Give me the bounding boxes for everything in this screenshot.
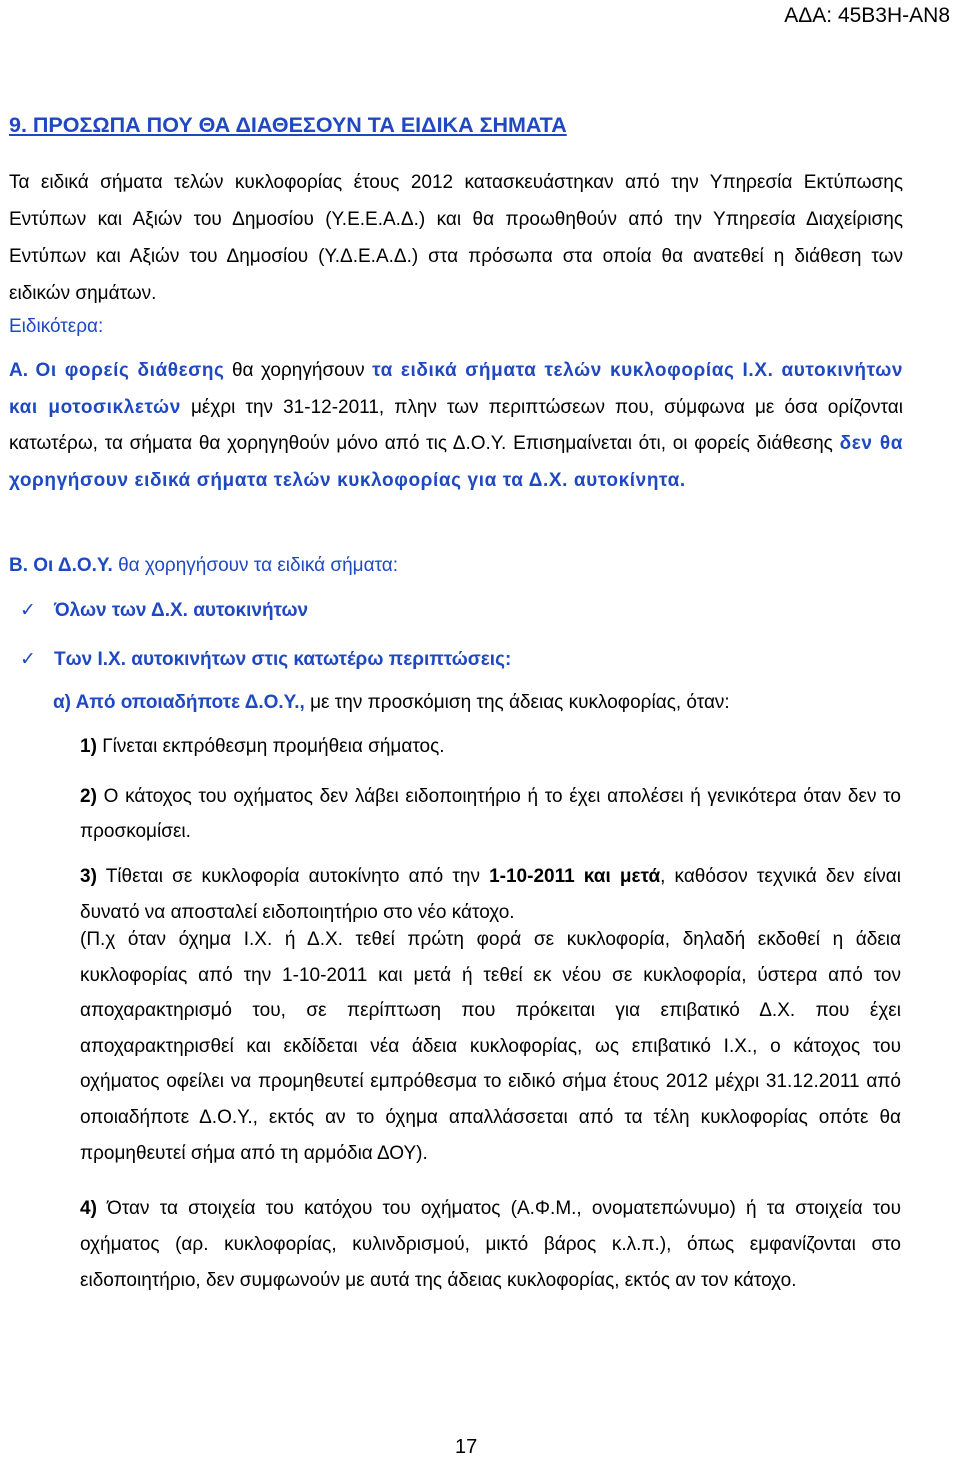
part-a-bold-3: δεν θα χορηγήσουν ειδικά σήματα τελών κυκλοφορίας για τα Δ.Χ. αυτοκίνητα. [9, 433, 904, 491]
intro-paragraph: Τα ειδικά σήματα τελών κυκλοφορίας έτους 2012 κατασκευάστηκαν από την Υπηρεσία Εκτύπωσης Εντύπων και Αξιών του Δημοσίου (Υ.Ε.Ε.Α.Δ.) και θα προωθηθούν από την Υπηρεσία Διαχείρισης Εντύπων και Αξιών του Δημοσίου (Υ.Δ.Ε.Α.Δ.) στα πρόσωπα στα οποία θα ανατεθεί η διάθεση των ειδικών σημάτων. [9, 172, 903, 304]
item-number: 2) [80, 786, 97, 807]
checklist-item [20, 648, 511, 671]
item-text-continued: , καθόσον τεχνικά δεν είναι δυνατό να αποσταλεί ειδοποιητήριο στο νέο κάτοχο. [80, 866, 901, 923]
part-b-line [9, 555, 398, 577]
list-item-2 [80, 779, 901, 849]
part-b-text: θα χορηγήσουν τα ειδικά σήματα: [118, 555, 399, 576]
case-a-line [53, 692, 730, 714]
list-item-3-example: (Π.χ όταν όχημα Ι.Χ. ή Δ.Χ. τεθεί πρώτη φορά σε κυκλοφορία, δηλαδή εκδοθεί η άδεια κυκλοφορίας από την 1-10-2011 και μετά ή τεθεί εκ νέου σε κυκλοφορία, ύστερα από τον αποχαρακτηρισμό του, σε περίπτωση που πρόκειται για επιβατικό Δ.Χ. που έχει αποχαρακτηρισθεί και εκδίδεται νέα άδεια κυκλοφορίας, ως επιβατικό Ι.Χ., ο κάτοχος του οχήματος οφείλει να προμηθευτεί εμπρόθεσμα το ειδικό σήμα έτους 2012 μέχρι 31.12.2011 από οποιαδήποτε Δ.Ο.Υ., εκτός αν το όχημα απαλλάσσεται από τα τέλη κυκλοφορίας οπότε θα προμηθευτεί σήμα από τη αρμόδια ΔΟΥ). [80, 929, 901, 1164]
checklist-item-text: Των Ι.Χ. αυτοκινήτων στις κατωτέρω περιπτώσεις: [54, 649, 512, 670]
part-a-text-3: Επισημαίνεται ότι, οι φορείς διάθεσης [513, 433, 833, 454]
checkmark-icon: ✓ [20, 600, 36, 621]
part-a-text-1: θα χορηγήσουν [231, 360, 365, 381]
specifically-label: Ειδικότερα: [9, 316, 104, 337]
checklist-item-text: Όλων των Δ.Χ. αυτοκινήτων [54, 600, 309, 621]
item-text: Γίνεται εκπρόθεσμη προμήθεια σήματος. [102, 736, 445, 757]
item-number: 3) [80, 866, 97, 887]
list-item-3 [80, 859, 901, 931]
section-title: 9. ΠΡΟΣΩΠΑ ΠΟΥ ΘΑ ΔΙΑΘΕΣΟΥΝ ΤΑ ΕΙΔΙΚΑ ΣΗΜΑΤΑ [9, 113, 567, 137]
list-item-1 [80, 736, 445, 758]
part-a-text-2: μέχρι την 31-12-2011, πλην των περιπτώσεων που, σύμφωνα με όσα ορίζονται κατωτέρω, τα σήματα θα χορηγηθούν μόνο από τις Δ.Ο.Υ. [9, 396, 904, 454]
ada-code: ΑΔΑ: 45Β3Η-ΑΝ8 [784, 4, 950, 27]
item-text: Τίθεται σε κυκλοφορία αυτοκίνητο από την [105, 866, 480, 887]
page-number: 17 [455, 1436, 478, 1458]
item-text: Όταν τα στοιχεία του κατόχου του οχήματος (Α.Φ.Μ., ονοματεπώνυμο) ή τα στοιχεία του οχήματος (αρ. κυκλοφορίας, κυλινδρισμού, μικτό βάρος κ.λ.π.), όπως εμφανίζονται στο ειδοποιητήριο, δεν συμφωνούν με αυτά της άδειας κυκλοφορίας, εκτός αν τον κάτοχο. [80, 1198, 901, 1291]
part-a-bold-1: Οι φορείς διάθεσης [35, 360, 225, 381]
part-a-bold-2: τα ειδικά σήματα τελών κυκλοφορίας Ι.Χ. αυτοκινήτων και μοτοσικλετών [9, 360, 904, 418]
item-text: Ο κάτοχος του οχήματος δεν λάβει ειδοποιητήριο ή το έχει απολέσει ή γενικότερα όταν δεν το προσκομίσει. [80, 786, 901, 842]
item-number: 1) [80, 736, 97, 757]
item-number: 4) [80, 1198, 97, 1219]
part-a-paragraph [9, 353, 903, 499]
list-item-4 [80, 1191, 901, 1299]
case-a-text: με την προσκόμιση της άδειας κυκλοφορίας, όταν: [310, 692, 730, 713]
checkmark-icon: ✓ [20, 649, 36, 670]
case-a-bold: α) Από οποιαδήποτε Δ.Ο.Υ., [53, 692, 305, 713]
item-bold-date: 1-10-2011 και μετά [489, 866, 661, 887]
part-b-label: Β. Οι Δ.Ο.Υ. [9, 555, 113, 576]
checklist-item [20, 599, 308, 622]
part-a-label: Α. [9, 360, 28, 381]
